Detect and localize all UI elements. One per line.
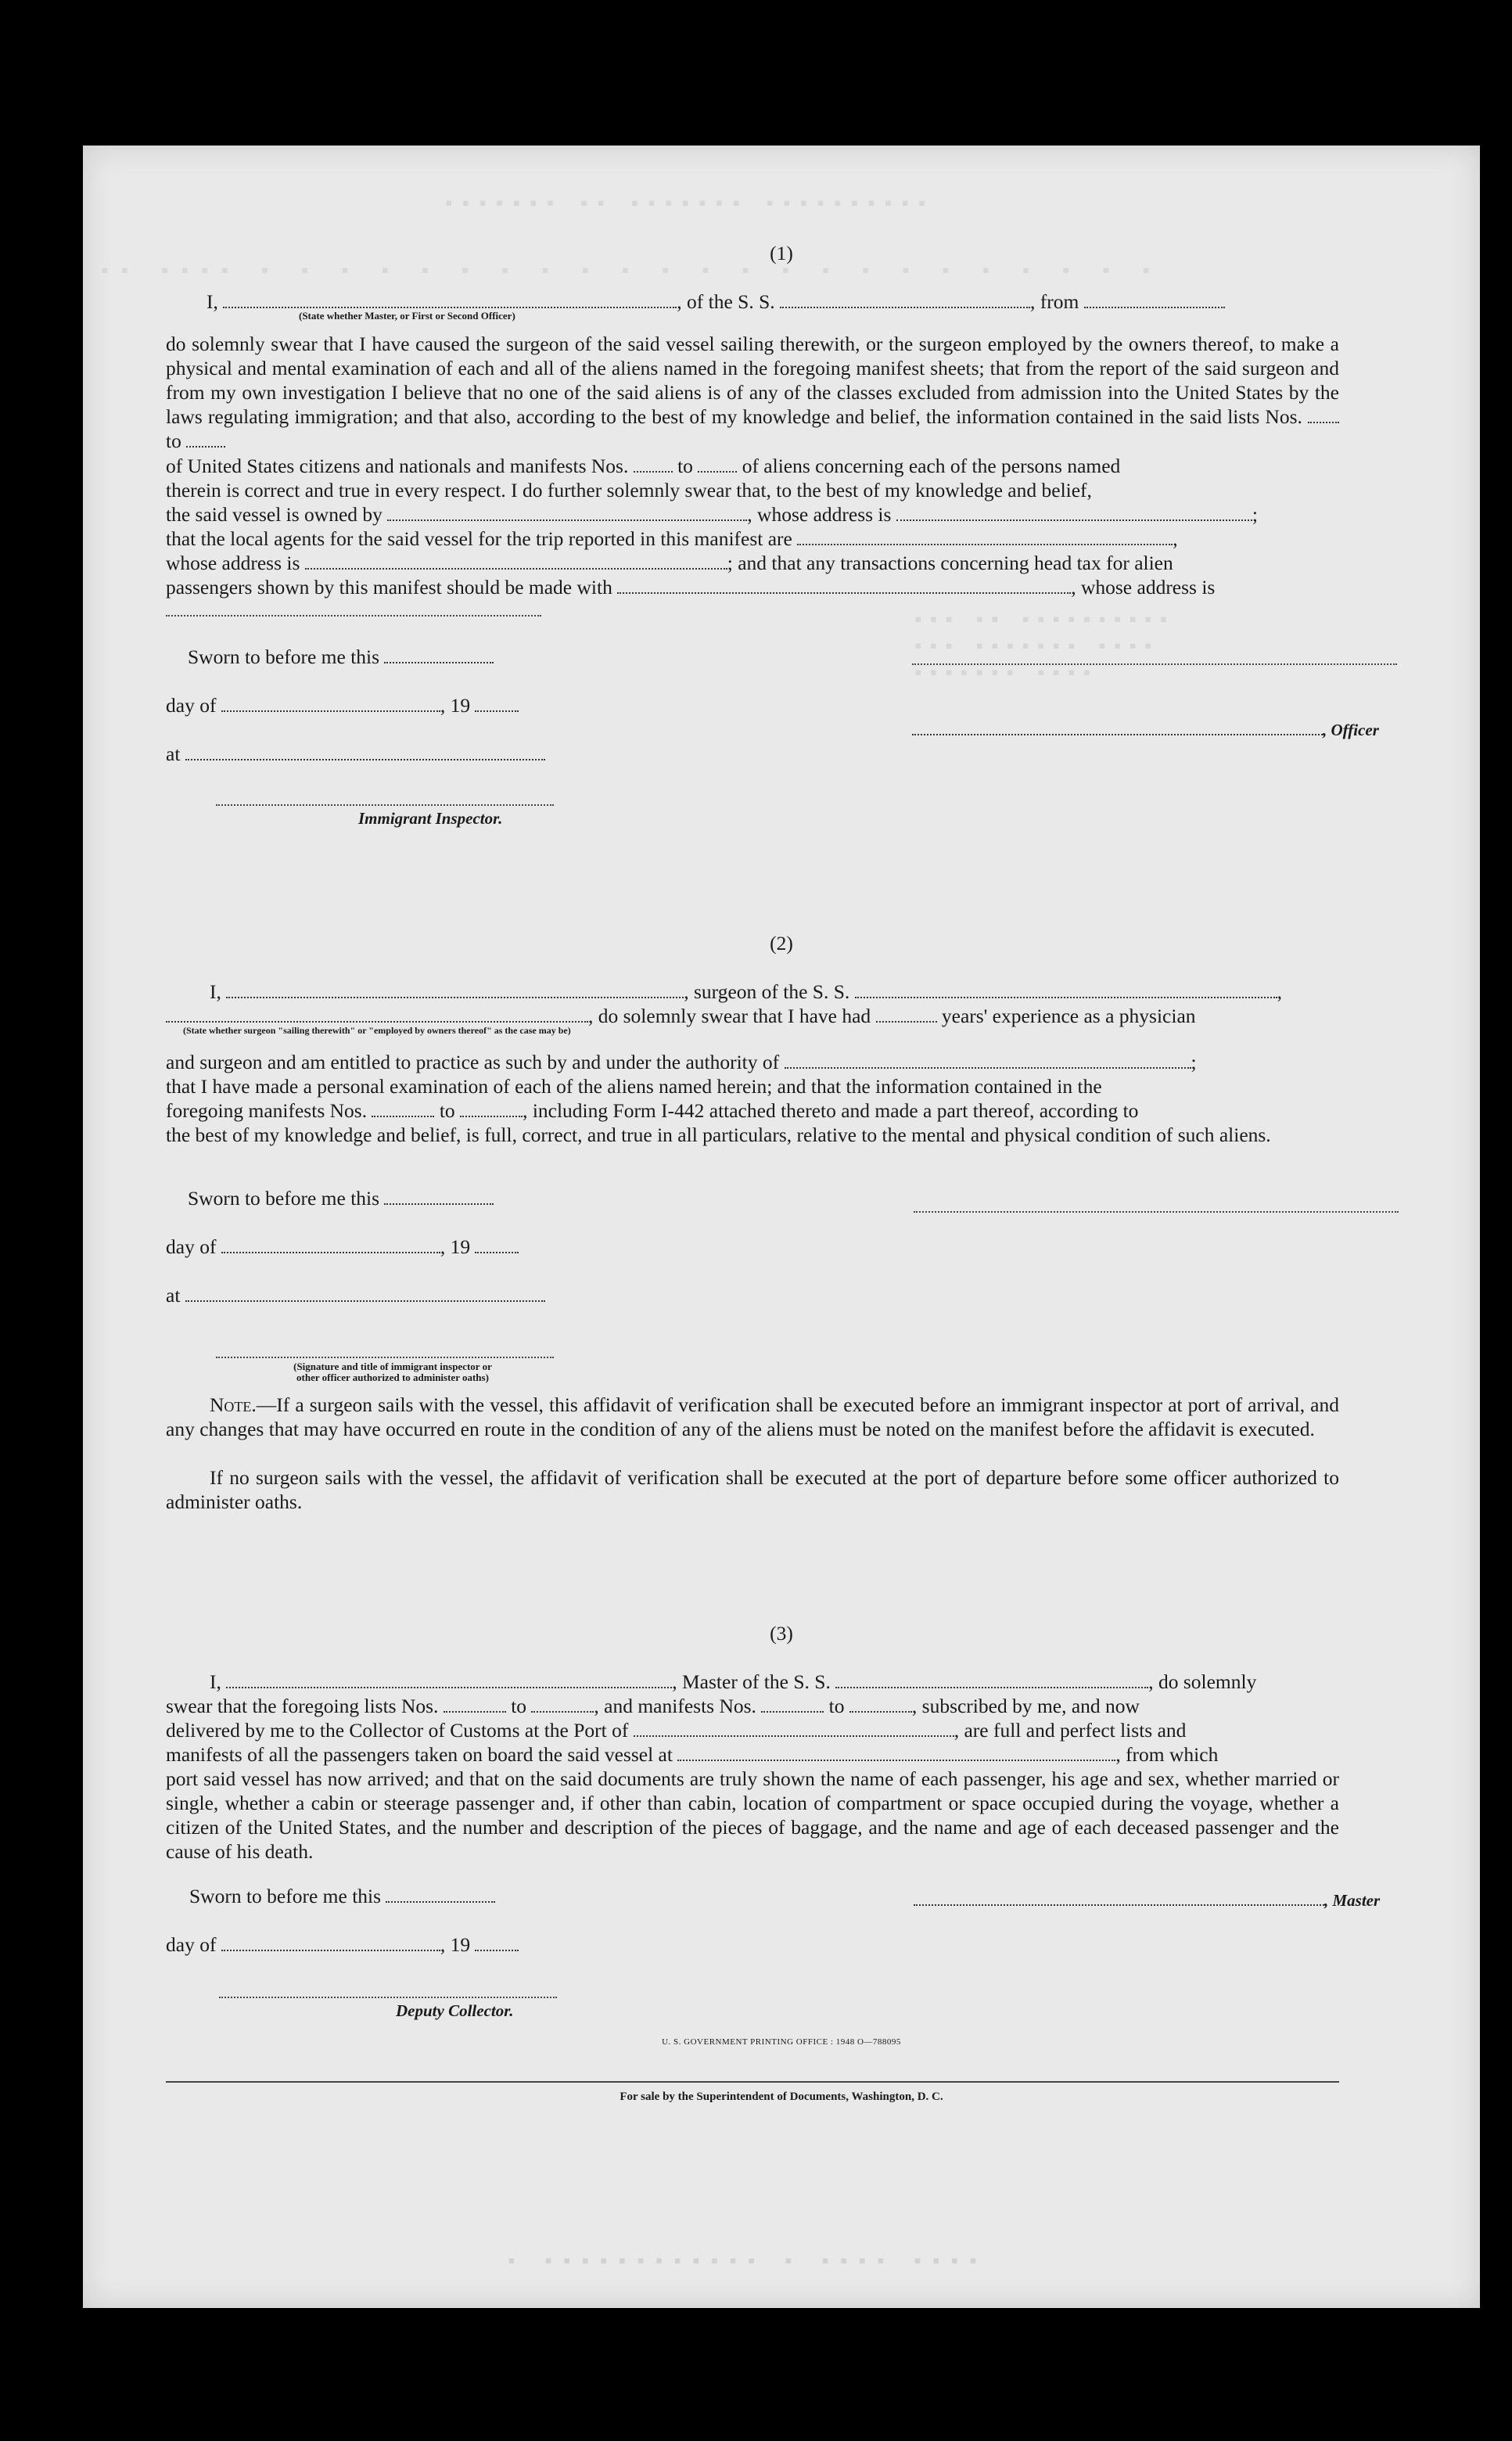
body-text: , and manifests Nos. — [594, 1695, 756, 1717]
section-1-line-passengers — [166, 575, 1215, 599]
section-2-sworn — [188, 1186, 494, 1210]
body-text: Sworn to before me this — [189, 1885, 382, 1907]
section-3-body: port said vessel has now arrived; and that on the said documents are truly shown the name of each passenger, his age and sex, whether married or single, whether a cabin or steerage passenger and, if other than cabin, location of compartment or space occupied during the voyage, whether a citizen of the United States, and the number and description of the pieces of baggage, and the name and age of each deceased passenger and the cause of his death. — [166, 1767, 1339, 1863]
section-1-officer — [912, 717, 1379, 742]
master-name-field[interactable] — [226, 1671, 672, 1688]
surgeon-name-field[interactable] — [226, 981, 684, 998]
section-3-line-3 — [166, 1718, 1186, 1742]
body-text: Sworn to before me this — [188, 1187, 380, 1210]
section-1-line-therein: therein is correct and true in every respect. I do further solemnly swear that, to the best of my knowledge and belief, — [166, 479, 1092, 502]
signature-caption-line: other officer authorized to administer oaths) — [296, 1371, 489, 1383]
year-field[interactable] — [475, 695, 519, 712]
section-2-note-2: If no surgeon sails with the vessel, the affidavit of verification shall be executed at the port of departure before some officer authorized to administer oaths. — [166, 1466, 1339, 1513]
section-3-day-of — [166, 1932, 519, 1957]
body-text: , do solemnly swear that I have had — [588, 1005, 871, 1027]
agents-field[interactable] — [797, 528, 1173, 545]
body-text: whose address is — [166, 552, 300, 574]
body-text: day of — [166, 1933, 217, 1956]
manifests-from-field[interactable] — [634, 455, 673, 473]
section-2-number: (2) — [770, 932, 793, 954]
officer-name-field[interactable] — [223, 291, 677, 308]
body-text: passengers shown by this manifest should be made with — [166, 576, 612, 599]
master-sworn-day-field[interactable] — [386, 1886, 495, 1903]
bleed-through-marks: ▪▪▪ ▪▪ ▪▪▪▪▪▪▪▪▪▪ ▪▪▪ ▪▪▪▪▪▪▪ ▪▪▪▪ ▪▪▪▪▪▪▪ ▪▪▪▪ — [912, 609, 1173, 685]
section-1-line-owned: the said vessel is owned by , whose address is ; — [166, 503, 1258, 526]
section-3-line-2 — [166, 1694, 1140, 1718]
surgeon-signature-line[interactable] — [914, 1211, 1399, 1213]
for-sale-line: For sale by the Superintendent of Documents, Washington, D. C. — [620, 2090, 943, 2103]
body-text: , 19 — [440, 694, 471, 717]
body-text: ; and that any transactions concerning head tax for alien — [727, 552, 1173, 574]
place-field[interactable] — [185, 743, 545, 760]
head-tax-party-field[interactable] — [617, 577, 1071, 594]
master-label: , Master — [1324, 1891, 1381, 1910]
body-text: , 19 — [440, 1235, 471, 1258]
owner-address-field[interactable] — [896, 504, 1252, 521]
section-2-day-of — [166, 1235, 519, 1259]
body-text: and surgeon and am entitled to practice as such by and under the authority of — [166, 1051, 780, 1073]
inspector-label: Immigrant Inspector. — [358, 809, 503, 828]
section-3-sworn — [189, 1884, 495, 1908]
section-2-note — [166, 1393, 1339, 1441]
surgeon-year-field[interactable] — [475, 1236, 519, 1253]
body-text: , whose address is — [747, 503, 892, 526]
oath-of-ss: , of the S. S. — [677, 290, 775, 313]
master-lists-to-field[interactable] — [531, 1695, 594, 1713]
section-1-line-citizens — [166, 454, 1339, 478]
section-2-authority: and surgeon and am entitled to practice as such by and under the authority of ; — [166, 1051, 1197, 1073]
master-lists-from-field[interactable] — [444, 1695, 506, 1713]
address-continuation-line[interactable] — [166, 615, 541, 617]
section-3-line-4 — [166, 1742, 1218, 1767]
bleed-through-marks: ▪▪▪▪▪▪▪ ▪▪ ▪▪▪▪▪▪▪ ▪▪▪▪▪▪▪▪▪▪ — [443, 192, 933, 216]
surgeon-place-field[interactable] — [185, 1285, 545, 1302]
body-text: manifests of all the passengers taken on board the said vessel at — [166, 1743, 673, 1766]
body-text: , surgeon of the S. S. — [684, 980, 850, 1003]
lists-to-field[interactable] — [186, 430, 225, 448]
body-text: , are full and perfect lists and — [954, 1719, 1187, 1742]
body-text: , subscribed by me, and now — [911, 1695, 1140, 1717]
body-text: , 19 — [440, 1933, 471, 1956]
officer-signature-line[interactable] — [912, 663, 1397, 665]
body-text: swear that the foregoing lists Nos. — [166, 1695, 439, 1717]
lists-from-field[interactable] — [1308, 406, 1339, 423]
section-2-body-c: the best of my knowledge and belief, is full, correct, and true in all particulars, relative to the mental and physical condition of such aliens. — [166, 1123, 1271, 1146]
inspector-signature-line[interactable] — [216, 804, 554, 806]
section-1-sworn — [188, 645, 494, 669]
section-2-line-1: I, , surgeon of the S. S. , — [210, 980, 1283, 1003]
section-2-body-a: that I have made a personal examination of each of the aliens named herein; and that the information contained in the — [166, 1075, 1102, 1098]
body-text: day of — [166, 694, 217, 717]
officer-label: , Officer — [1323, 721, 1379, 739]
officer-title-field[interactable] — [912, 718, 1323, 735]
boarding-port-field[interactable] — [677, 1744, 1115, 1761]
section-1-line-agents: that the local agents for the said vessel for the trip reported in this manifest are , — [166, 527, 1178, 550]
bleed-through-marks: ▪▪ ▪▪▪▪ ▪ ▪ ▪ ▪ ▪ ▪ ▪ ▪ ▪ ▪ ▪ ▪ ▪ ▪ ▪ ▪ ▪ ▪ ▪ ▪ ▪ ▪ ▪ — [99, 260, 1160, 283]
surgeon-manifests-to-field[interactable] — [460, 1100, 523, 1117]
section-1-line-whose — [166, 551, 1173, 575]
body-text: to — [511, 1695, 527, 1717]
body-text: to — [677, 455, 693, 477]
customs-port-field[interactable] — [634, 1720, 954, 1737]
section-2-at — [166, 1283, 545, 1307]
body-text: , do solemnly — [1148, 1670, 1257, 1693]
authority-field[interactable] — [785, 1052, 1191, 1069]
master-month-field[interactable] — [221, 1934, 440, 1951]
body-text: years' experience as a physician — [941, 1005, 1196, 1027]
body-text: of aliens concerning each of the persons named — [742, 455, 1121, 477]
manifests-to-field[interactable] — [698, 455, 737, 473]
surgeon-ship-field[interactable] — [855, 981, 1277, 998]
port-from-field[interactable] — [1084, 291, 1225, 308]
section-1-number: (1) — [770, 242, 793, 264]
body-text: at — [166, 742, 181, 765]
section-1-body — [166, 332, 1339, 453]
body-text: at — [166, 1284, 181, 1307]
deputy-label: Deputy Collector. — [396, 2001, 514, 2020]
body-text: I, — [210, 980, 221, 1003]
years-experience-field[interactable] — [876, 1005, 937, 1023]
ship-name-field[interactable] — [780, 291, 1030, 308]
oath-i: I, — [207, 290, 218, 313]
bleed-through-marks: ▪ ▪▪▪▪▪▪▪▪▪▪▪▪ ▪ ▪▪▪▪ ▪▪▪▪ — [505, 2250, 986, 2274]
section-2-caption: (State whether surgeon "sailing therewith" or "employed by owners thereof" as the case may be) — [183, 1025, 571, 1036]
body-text: do solemnly swear that I have caused the surgeon of the said vessel sailing therewith, or the surgeon employed by the owners thereof, to make a physical and mental examination of each and all of the aliens named in the foregoing manifest sheets; that from the report of the said surgeon and from my own investigation I believe that no one of the said aliens is of any of the classes excluded from admission into the United States by the laws regulating immigration; and that also, according to the best of my knowledge and belief, the information contained in the said lists Nos. — [166, 333, 1339, 428]
body-text: to — [166, 430, 181, 452]
master-manifests-to-field[interactable] — [849, 1695, 912, 1713]
signature-caption-line: (Signature and title of immigrant inspector or — [293, 1361, 492, 1372]
master-year-field[interactable] — [475, 1934, 519, 1951]
footer-rule — [166, 2081, 1339, 2083]
section-1-at — [166, 742, 545, 766]
body-text: that the local agents for the said vessel for the trip reported in this manifest are — [166, 527, 792, 550]
surgeon-sworn-day-field[interactable] — [384, 1188, 494, 1205]
section-3-master — [914, 1887, 1380, 1913]
body-text: to — [828, 1695, 845, 1717]
signature-caption — [228, 1361, 557, 1383]
surgeon-status-field[interactable] — [166, 1005, 588, 1023]
owner-field[interactable] — [387, 504, 747, 521]
section-1-caption: (State whether Master, or First or Second Officer) — [299, 310, 515, 322]
section-3-line-1 — [210, 1670, 1256, 1694]
surgeon-manifests-from-field[interactable] — [372, 1100, 434, 1117]
body-text: I, — [210, 1670, 221, 1693]
body-text: of United States citizens and nationals and manifests Nos. — [166, 455, 629, 477]
section-3-number: (3) — [770, 1622, 793, 1645]
master-ship-field[interactable] — [835, 1671, 1148, 1688]
body-text: , including Form I-442 attached thereto and made a part thereof, according to — [523, 1099, 1139, 1122]
printing-office-line: U. S. GOVERNMENT PRINTING OFFICE : 1948 O—788095 — [662, 2037, 901, 2047]
body-text: the said vessel is owned by — [166, 503, 382, 526]
deputy-signature-line[interactable] — [219, 1997, 557, 1998]
body-text: foregoing manifests Nos. — [166, 1099, 368, 1122]
agents-address-field[interactable] — [305, 552, 727, 570]
body-text: Sworn to before me this — [188, 645, 380, 668]
body-text: to — [439, 1099, 455, 1122]
surgeon-month-field[interactable] — [221, 1236, 440, 1253]
note-label: Note. — [210, 1393, 257, 1416]
master-signature-field[interactable] — [914, 1889, 1324, 1906]
body-text: , Master of the S. S. — [672, 1670, 831, 1693]
manifest-back-page — [83, 146, 1480, 2308]
body-text: delivered by me to the Collector of Customs at the Port of — [166, 1719, 629, 1742]
section-1-day-of — [166, 693, 519, 717]
master-manifests-from-field[interactable] — [761, 1695, 824, 1713]
body-text: , from which — [1115, 1743, 1219, 1766]
oath-from: , from — [1030, 290, 1079, 313]
note-text: —If a surgeon sails with the vessel, this affidavit of verification shall be executed before an immigrant inspector at port of arrival, and any changes that may have occurred en route in the condition of any of the aliens must be noted on the manifest before the affidavit is executed. — [166, 1393, 1339, 1440]
sworn-day-field[interactable] — [384, 646, 494, 663]
inspector-2-signature-line[interactable] — [216, 1357, 554, 1358]
body-text: day of — [166, 1235, 217, 1258]
body-text: , whose address is — [1071, 576, 1216, 599]
month-field[interactable] — [221, 695, 440, 712]
section-2-body-b — [166, 1098, 1138, 1123]
